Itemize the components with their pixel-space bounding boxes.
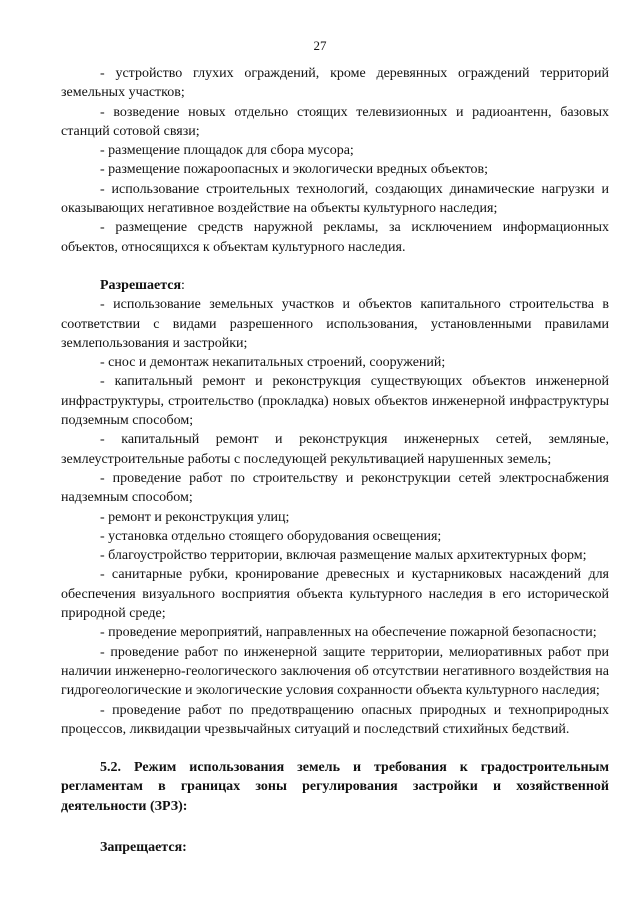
page-content [61,64,609,857]
list-item: - проведение мероприятий, направленных на обеспечение пожарной безопасности; [100,625,597,641]
list-item: - проведение работ по инженерной защите территории, мелиоративных работ при наличии инженерно-геологического заключения об отсутствии негативного воздействия на гидрогеологические и экологические условия сохранности объекта культурного наследия; [61,644,609,699]
list-item: - установка отдельно стоящего оборудования освещения; [100,528,442,544]
list-item: - благоустройство территории, включая размещение малых архитектурных форм; [100,548,587,564]
section-heading: 5.2. Режим использования земель и требования к градостроительным регламентам в границах зоны регулирования застройки и хозяйственной деятельности (ЗРЗ): [61,760,609,814]
list-item: - санитарные рубки, кронирование древесных и кустарниковых насаждений для обеспечения визуального восприятия объекта культурного наследия в его исторической природной среде; [61,567,609,622]
list-item: - снос и демонтаж некапитальных строений, сооружений; [100,355,446,371]
list-item: - размещение площадок для сбора мусора; [100,143,354,159]
list-item: - проведение работ по предотвращению опасных природных и техноприродных процессов, ликвидации чрезвычайных ситуаций и последствий стихийных бедствий. [61,702,609,737]
list-item: - проведение работ по строительству и реконструкции сетей электроснабжения надземным способом; [61,470,609,506]
prohibited-heading: Запрещается: [100,839,187,855]
permitted-label: Разрешается [100,277,182,293]
permitted-list [61,295,609,739]
list-item: - использование земельных участков и объектов капитального строительства в соответствии с видами разрешенного использования, установленными правилами землепользования и застройки; [61,297,609,351]
list-item: - ремонт и реконструкция улиц; [100,509,290,525]
permitted-heading [61,276,609,295]
list-item: - возведение новых отдельно стоящих телевизионных и радиоантенн, базовых станций сотовой связи; [61,104,609,139]
permitted-colon: : [181,277,185,293]
prohibited-list-continued [61,64,609,257]
list-item: - капитальный ремонт и реконструкция существующих объектов инженерной инфраструктуры, строительство (прокладка) новых объектов инженерной инфраструктуры подземным способом; [61,374,609,429]
list-item: - использование строительных технологий, создающих динамические нагрузки и оказывающих негативное воздействие на объекты культурного наследия; [61,181,609,217]
list-item: - размещение средств наружной рекламы, за исключением информационных объектов, относящихся к объектам культурного наследия. [61,220,609,255]
page-number: 27 [313,38,327,53]
list-item: - капитальный ремонт и реконструкция инженерных сетей, земляные, землеустроительные работы с последующей рекультивацией нарушенных земель; [61,432,609,467]
list-item: - размещение пожароопасных и экологически вредных объектов; [100,162,489,178]
list-item: - устройство глухих ограждений, кроме деревянных ограждений территорий земельных участков; [61,66,609,101]
